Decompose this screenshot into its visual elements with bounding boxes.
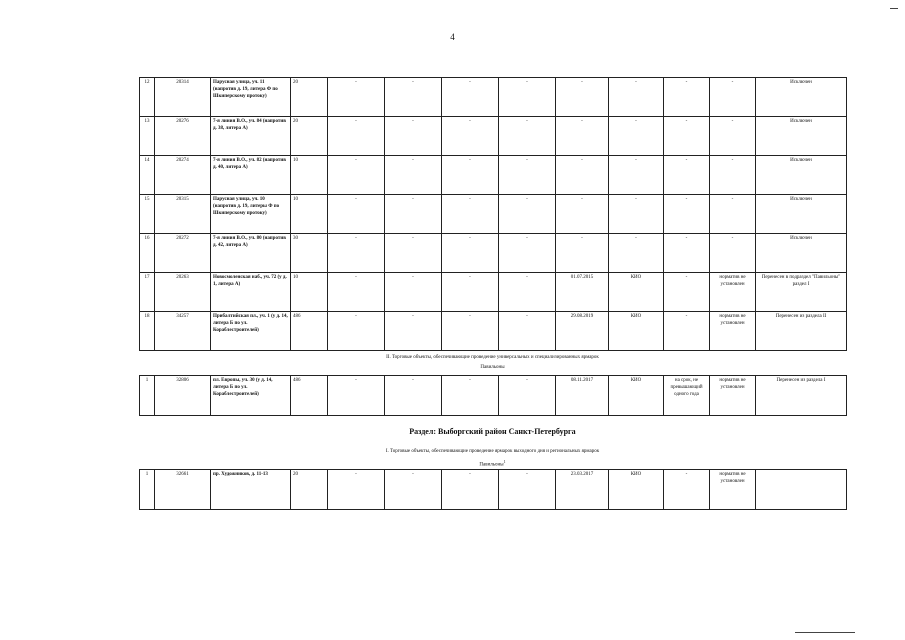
cell-area: 30 xyxy=(291,234,328,273)
cell-col-1: - xyxy=(328,470,385,510)
cell-area: 20 xyxy=(291,78,328,117)
cell-col-1: - xyxy=(328,117,385,156)
cell-col-4: - xyxy=(499,195,556,234)
cell-note: Перенесен из раздела I xyxy=(756,376,847,416)
cell-col-1: - xyxy=(328,234,385,273)
section3-subtitle-text: Павильоны xyxy=(479,462,504,468)
cell-authority: КИО xyxy=(609,312,664,351)
cell-col-2: - xyxy=(385,234,442,273)
footnote-mark: 1 xyxy=(503,459,506,464)
section2-title: II. Торговые объекты, обеспечивающие проведение универсальных и специализированных ярмарок xyxy=(386,355,599,360)
cell-authority: КИО xyxy=(609,273,664,312)
cell-norm: - xyxy=(710,156,756,195)
cell-term: - xyxy=(664,312,710,351)
cell-col-2: - xyxy=(385,376,442,416)
cell-address: 7-я линия В.О., уч. 82 (напротив д. 40, литера А) xyxy=(211,156,291,195)
cell-col-3: - xyxy=(442,156,499,195)
cell-object-id: 20272 xyxy=(155,234,211,273)
cell-col-4: - xyxy=(499,234,556,273)
cell-col-3: - xyxy=(442,470,499,510)
cell-col-2: - xyxy=(385,195,442,234)
cell-term: - xyxy=(664,117,710,156)
cell-note xyxy=(756,470,847,510)
cell-col-1: - xyxy=(328,312,385,351)
cell-col-1: - xyxy=(328,273,385,312)
section3-subtitle xyxy=(139,459,846,468)
cell-object-id: 20276 xyxy=(155,117,211,156)
cell-address: 7-я линия В.О., уч. 80 (напротив д. 42, литера А) xyxy=(211,234,291,273)
cell-date: 01.07.2015 xyxy=(556,273,609,312)
cell-note: Исключен xyxy=(756,78,847,117)
cell-authority: КИО xyxy=(609,376,664,416)
cell-date: 23.03.2017 xyxy=(556,470,609,510)
cell-col-3: - xyxy=(442,195,499,234)
cell-row-number: 1 xyxy=(140,470,155,510)
cell-col-3: - xyxy=(442,234,499,273)
scan-mark-bottom xyxy=(795,632,855,633)
cell-authority: - xyxy=(609,195,664,234)
cell-term: - xyxy=(664,470,710,510)
cell-object-id: 20314 xyxy=(155,78,211,117)
cell-date: - xyxy=(556,117,609,156)
cell-col-3: - xyxy=(442,376,499,416)
cell-note: Исключен xyxy=(756,195,847,234)
cell-authority: - xyxy=(609,117,664,156)
cell-address: Новосмоленская наб., уч. 72 (у д. 1, литера А) xyxy=(211,273,291,312)
table-row xyxy=(140,78,847,117)
cell-note: Исключен xyxy=(756,156,847,195)
cell-col-4: - xyxy=(499,156,556,195)
cell-address: Прибалтийская пл., уч. 1 (у д. 14, литера Б по ул. Кораблестроителей) xyxy=(211,312,291,351)
table-row xyxy=(140,195,847,234)
cell-term: - xyxy=(664,195,710,234)
table-row xyxy=(140,470,847,510)
cell-norm: норматив не установлен xyxy=(710,376,756,416)
cell-date: - xyxy=(556,195,609,234)
cell-area: 486 xyxy=(291,376,328,416)
cell-col-1: - xyxy=(328,156,385,195)
cell-date: 08.11.2017 xyxy=(556,376,609,416)
table-row xyxy=(140,376,847,416)
cell-row-number: 18 xyxy=(140,312,155,351)
cell-col-3: - xyxy=(442,273,499,312)
cell-area: 10 xyxy=(291,156,328,195)
scan-mark-top xyxy=(890,8,898,9)
cell-object-id: 20274 xyxy=(155,156,211,195)
section3-title: I. Торговые объекты, обеспечивающие проведение ярмарок выходного дня и региональных ярмарок xyxy=(385,449,600,454)
objects-table-1 xyxy=(139,77,847,351)
cell-col-2: - xyxy=(385,470,442,510)
cell-note: Исключен xyxy=(756,117,847,156)
table-row xyxy=(140,273,847,312)
cell-row-number: 13 xyxy=(140,117,155,156)
cell-col-2: - xyxy=(385,156,442,195)
cell-address: пр. Художников, д. 11-13 xyxy=(211,470,291,510)
cell-object-id: 20315 xyxy=(155,195,211,234)
cell-term: - xyxy=(664,156,710,195)
cell-term: - xyxy=(664,273,710,312)
cell-col-4: - xyxy=(499,376,556,416)
page-number: 4 xyxy=(450,32,455,42)
cell-area: 10 xyxy=(291,273,328,312)
cell-term: - xyxy=(664,234,710,273)
cell-col-3: - xyxy=(442,117,499,156)
cell-row-number: 1 xyxy=(140,376,155,416)
cell-date: - xyxy=(556,156,609,195)
cell-row-number: 17 xyxy=(140,273,155,312)
cell-address: пл. Европы, уч. 30 (у д. 14, литера Б по ул. Кораблестроителей) xyxy=(211,376,291,416)
cell-authority: - xyxy=(609,156,664,195)
cell-norm: - xyxy=(710,78,756,117)
cell-area: 486 xyxy=(291,312,328,351)
cell-area: 20 xyxy=(291,470,328,510)
cell-term: - xyxy=(664,78,710,117)
cell-col-4: - xyxy=(499,78,556,117)
cell-term: на срок, не превышающий одного года xyxy=(664,376,710,416)
cell-col-2: - xyxy=(385,117,442,156)
cell-col-1: - xyxy=(328,78,385,117)
cell-authority: КИО xyxy=(609,470,664,510)
cell-area: 20 xyxy=(291,117,328,156)
cell-note: Исключен xyxy=(756,234,847,273)
table-row xyxy=(140,156,847,195)
table-row xyxy=(140,312,847,351)
cell-norm: - xyxy=(710,117,756,156)
cell-col-4: - xyxy=(499,117,556,156)
cell-note: Перенесен из раздела II xyxy=(756,312,847,351)
cell-norm: - xyxy=(710,195,756,234)
cell-row-number: 16 xyxy=(140,234,155,273)
cell-col-4: - xyxy=(499,273,556,312)
cell-address: Парусная улица, уч. 10 (напротив д. 19, литеры Ф по Шкиперскому протоку) xyxy=(211,195,291,234)
cell-col-2: - xyxy=(385,312,442,351)
cell-col-4: - xyxy=(499,312,556,351)
cell-area: 10 xyxy=(291,195,328,234)
section2-subtitle: Павильоны xyxy=(480,365,505,370)
cell-col-1: - xyxy=(328,195,385,234)
cell-object-id: 34257 xyxy=(155,312,211,351)
cell-authority: - xyxy=(609,234,664,273)
cell-date: 29.08.2019 xyxy=(556,312,609,351)
table-row xyxy=(140,117,847,156)
cell-row-number: 14 xyxy=(140,156,155,195)
cell-norm: норматив не установлен xyxy=(710,312,756,351)
cell-col-2: - xyxy=(385,273,442,312)
objects-table-3 xyxy=(139,469,847,510)
district-title: Раздел: Выборгский район Санкт-Петербурга xyxy=(409,427,576,436)
cell-norm: - xyxy=(710,234,756,273)
cell-col-4: - xyxy=(499,470,556,510)
cell-row-number: 15 xyxy=(140,195,155,234)
cell-note: Перенесен в подраздел "Павильоны" раздел I xyxy=(756,273,847,312)
cell-norm: норматив не установлен xyxy=(710,470,756,510)
cell-col-3: - xyxy=(442,78,499,117)
cell-date: - xyxy=(556,78,609,117)
cell-row-number: 12 xyxy=(140,78,155,117)
cell-col-3: - xyxy=(442,312,499,351)
cell-address: 7-я линия В.О., уч. 84 (напротив д. 38, литера А) xyxy=(211,117,291,156)
cell-object-id: 20263 xyxy=(155,273,211,312)
cell-col-2: - xyxy=(385,78,442,117)
cell-date: - xyxy=(556,234,609,273)
cell-address: Парусная улица, уч. 11 (напротив д. 19, литера Ф по Шкиперскому протоку) xyxy=(211,78,291,117)
cell-col-1: - xyxy=(328,376,385,416)
cell-authority: - xyxy=(609,78,664,117)
cell-norm: норматив не установлен xyxy=(710,273,756,312)
table-row xyxy=(140,234,847,273)
cell-object-id: 32806 xyxy=(155,376,211,416)
objects-table-2 xyxy=(139,375,847,416)
cell-object-id: 32661 xyxy=(155,470,211,510)
